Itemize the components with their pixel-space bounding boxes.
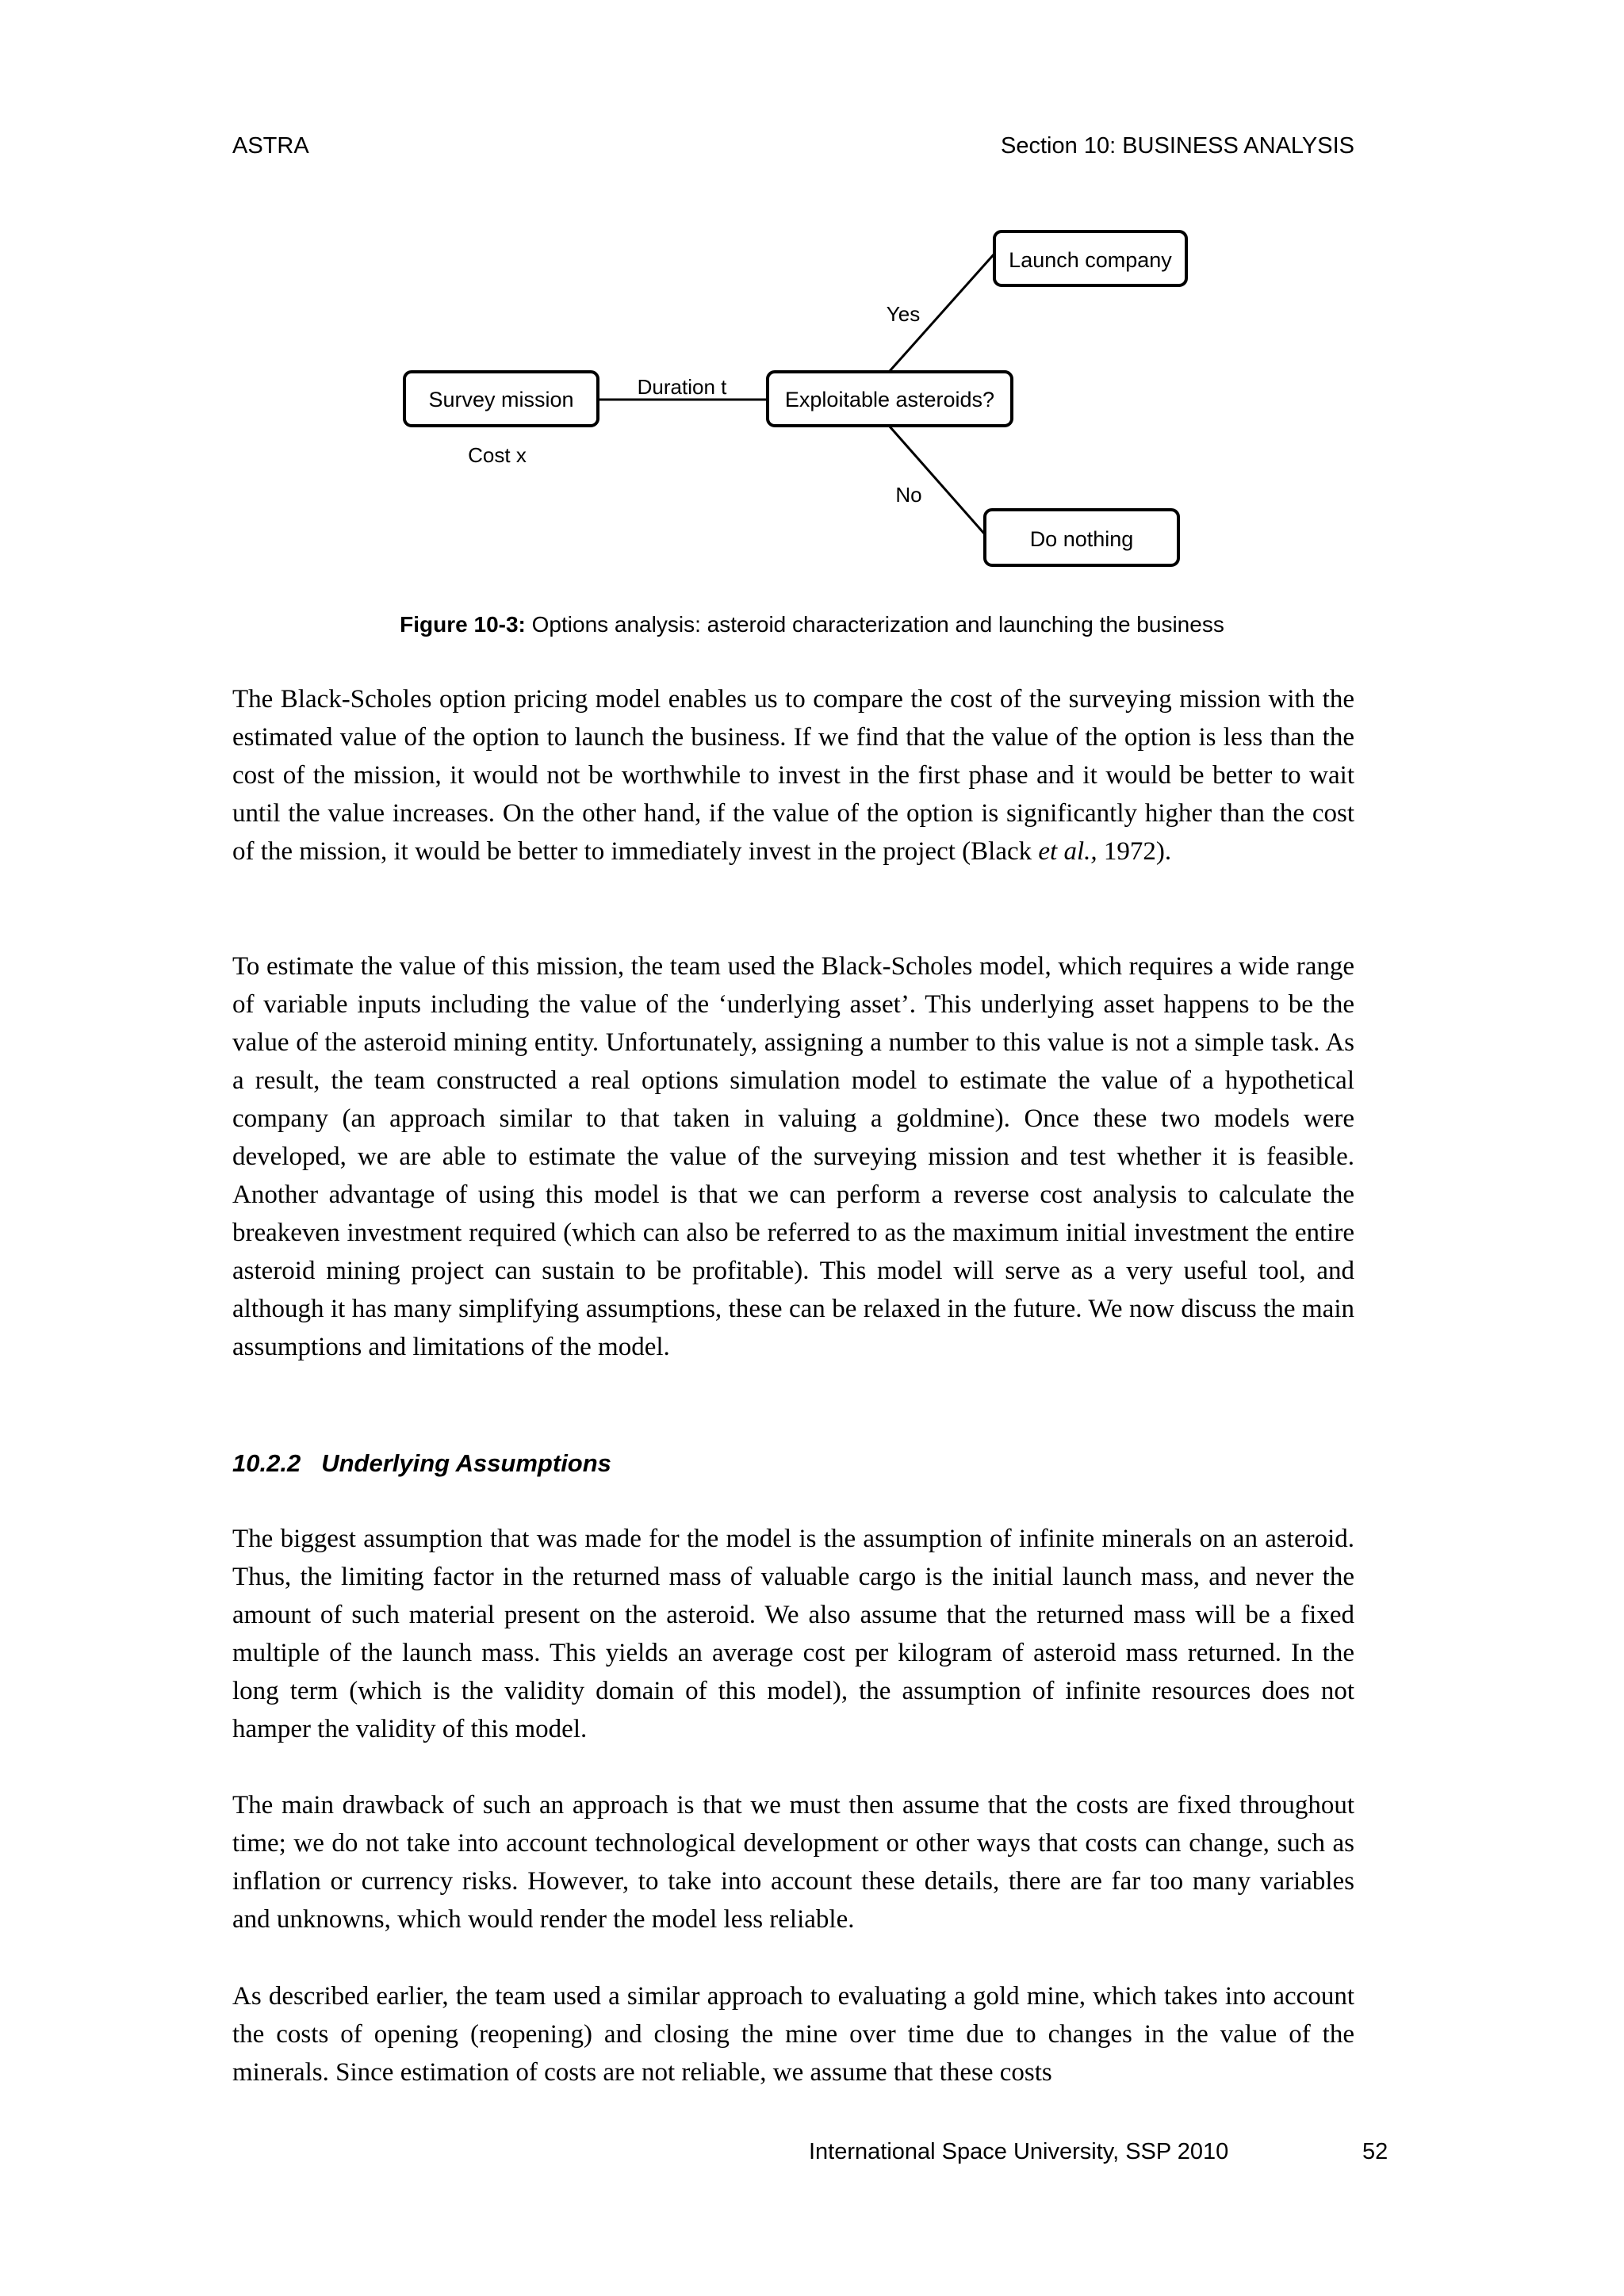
paragraph-gold-mine: As described earlier, the team used a similar approach to evaluating a gold mine, which takes into account the costs of opening (reopening) and closing the mine over time due to changes in the value of the minerals. Since estimation of costs are not reliable, we assume that these costs [232,1982,1354,2087]
paragraph-main-drawback: The main drawback of such an approach is that we must then assume that the costs are fixed throughout time; we do not take into account technological development or other ways that costs can change, such as inflation or currency risks. However, to take into account these details, there are far too many variables and unknowns, which would render the model less reliable. [232,1791,1354,1934]
figure-caption-text: Options analysis: asteroid characterization and launching the business [525,612,1224,637]
yes-label: Yes [886,302,921,326]
section-number: 10.2.2 [232,1449,301,1477]
figure-label: Figure 10-3: [400,612,526,637]
paragraph-1-text: The Black-Scholes option pricing model enables us to compare the cost of the surveying mission with the estimated value of the option to launch the business. If we find that the value of the option is less than the cost of the mission, it would not be worthwhile to invest in the first phase and it would be better to wait until the value increases. On the other hand, if the value of the option is significantly higher than the cost of the mission, it would be better to immediately invest in the project (Black [232,685,1354,866]
exploitable-asteroids-label: Exploitable asteroids? [784,388,995,411]
citation-et-al: et al., [1038,837,1097,866]
running-header-right: Section 10: BUSINESS ANALYSIS [1001,133,1354,159]
launch-company-label: Launch company [1009,248,1172,272]
paragraph-biggest-assumption: The biggest assumption that was made for the model is the assumption of infinite minerals on an asteroid. Thus, the limiting factor in the returned mass of valuable cargo is the initial launch mass, and never the amount of such material present on the asteroid. We also assume that the returned mass will be a fixed multiple of the launch mass. This yields an average cost per kilogram of asteroid mass returned. In the long term (which is the validity domain of this model), the assumption of infinite resources does not hamper the validity of this model. [232,1525,1354,1743]
survey-mission-node [404,372,598,426]
section-heading [232,1449,611,1478]
exploitable-asteroids-node [768,372,1012,426]
do-nothing-node [985,510,1178,565]
exploitable-to-nothing-line [890,427,985,534]
paragraph-estimate-value: To estimate the value of this mission, the team used the Black-Scholes model, which requires a wide range of variable inputs including the value of the ‘underlying asset’. This underlying asset happens to be the value of the asteroid mining entity. Unfortunately, assigning a number to this value is not a simple task. As a result, the team constructed a real options simulation model to estimate the value of a hypothetical company (an approach similar to that taken in valuing a goldmine). Once these two models were developed, we are able to estimate the value of the surveying mission and test whether it is feasible. Another advantage of using this model is that we can perform a reverse cost analysis to calculate the breakeven investment required (which can also be referred to as the maximum initial investment the entire asteroid mining project can sustain to be profitable). This model will serve as a very useful tool, and although it has many simplifying assumptions, these can be relaxed in the future. We now discuss the main assumptions and limitations of the model. [232,952,1354,1361]
running-header-left: ASTRA [232,133,309,159]
cost-label: Cost x [468,443,527,467]
duration-label: Duration t [637,375,727,399]
options-flow-diagram [0,0,1624,603]
paragraph-1-citation-year: 1972). [1097,837,1172,866]
do-nothing-label: Do nothing [1029,527,1134,551]
footer-institution: International Space University, SSP 2010 [809,2139,1229,2164]
figure-caption [0,612,1624,637]
no-label: No [895,483,922,507]
section-title: Underlying Assumptions [321,1449,611,1477]
survey-mission-label: Survey mission [428,388,574,411]
launch-company-node [994,232,1186,285]
page-number: 52 [1362,2139,1388,2164]
paragraph-black-scholes [232,680,1354,871]
